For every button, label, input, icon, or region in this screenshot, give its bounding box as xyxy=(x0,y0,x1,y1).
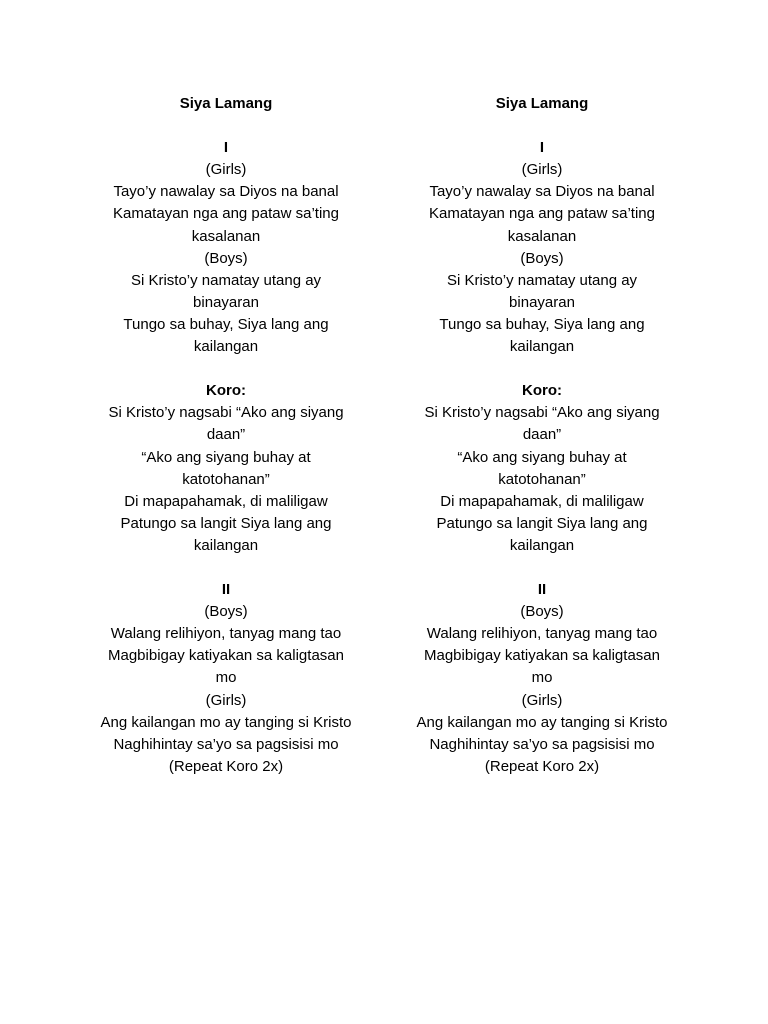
lyric-line: Si Kristo’y namatay utang ay xyxy=(130,271,322,289)
lyric-line: Tayo’y nawalay sa Diyos na banal xyxy=(113,183,339,201)
spacer xyxy=(382,557,702,579)
lyric-line: daan” xyxy=(522,426,562,444)
lyric-line: Si Kristo’y namatay utang ay xyxy=(446,271,638,289)
lyric-line: daan” xyxy=(206,426,246,444)
lyric-line: kasalanan xyxy=(191,227,261,245)
lyric-line: mo xyxy=(531,669,553,687)
lyric-line: Kamatayan nga ang pataw sa’ting xyxy=(429,205,655,223)
lyric-line: kailangan xyxy=(509,536,575,554)
part-label: (Boys) xyxy=(520,603,564,621)
part-label: (Boys) xyxy=(204,249,248,267)
lyric-line: Magbibigay katiyakan sa kaligtasan xyxy=(108,647,344,665)
lyric-line: Naghihintay sa’yo sa pagsisisi mo xyxy=(113,735,339,753)
lyric-line: Walang relihiyon, tanyag mang tao xyxy=(426,625,658,643)
part-label: (Girls) xyxy=(205,161,247,179)
lyric-line: Tungo sa buhay, Siya lang ang xyxy=(123,315,329,333)
lyric-line: Si Kristo’y nagsabi “Ako ang siyang xyxy=(108,404,344,422)
lyric-line: Tungo sa buhay, Siya lang ang xyxy=(439,315,645,333)
lyric-line: “Ako ang siyang buhay at xyxy=(141,448,311,466)
chorus-heading: Koro: xyxy=(522,382,562,400)
lyric-line: Magbibigay katiyakan sa kaligtasan xyxy=(424,647,660,665)
lyric-line: Naghihintay sa’yo sa pagsisisi mo xyxy=(429,735,655,753)
part-label: (Girls) xyxy=(205,691,247,709)
verse-heading: I xyxy=(223,139,229,157)
lyric-line: kasalanan xyxy=(507,227,577,245)
lyric-line: binayaran xyxy=(193,293,259,311)
spacer xyxy=(382,115,702,137)
lyrics-column-left xyxy=(66,93,386,778)
lyric-line: Tayo’y nawalay sa Diyos na banal xyxy=(429,183,655,201)
spacer xyxy=(66,358,386,380)
spacer xyxy=(66,557,386,579)
lyric-line: katotohanan” xyxy=(182,470,270,488)
lyric-line: Ang kailangan mo ay tanging si Kristo xyxy=(416,713,668,731)
spacer xyxy=(66,115,386,137)
chorus-heading: Koro: xyxy=(206,382,246,400)
lyric-line: Di mapapahamak, di maliligaw xyxy=(440,492,644,510)
lyric-line: Patungo sa langit Siya lang ang xyxy=(436,514,648,532)
lyric-line: kailangan xyxy=(193,536,259,554)
part-label: (Boys) xyxy=(204,603,248,621)
spacer xyxy=(382,358,702,380)
lyric-line: binayaran xyxy=(509,293,575,311)
lyric-line: mo xyxy=(215,669,237,687)
lyrics-column-right xyxy=(382,93,702,778)
lyric-line: kailangan xyxy=(509,338,575,356)
lyric-line: Ang kailangan mo ay tanging si Kristo xyxy=(100,713,352,731)
lyric-line: “Ako ang siyang buhay at xyxy=(457,448,627,466)
verse-heading: II xyxy=(537,581,547,599)
lyric-line: Walang relihiyon, tanyag mang tao xyxy=(110,625,342,643)
lyric-line: Si Kristo’y nagsabi “Ako ang siyang xyxy=(424,404,660,422)
lyric-line: katotohanan” xyxy=(498,470,586,488)
song-title: Siya Lamang xyxy=(179,95,273,112)
lyric-line: Di mapapahamak, di maliligaw xyxy=(124,492,328,510)
part-label: (Girls) xyxy=(521,161,563,179)
song-title: Siya Lamang xyxy=(495,95,589,112)
part-label: (Girls) xyxy=(521,691,563,709)
repeat-note: (Repeat Koro 2x) xyxy=(168,757,284,775)
lyric-line: Kamatayan nga ang pataw sa’ting xyxy=(113,205,339,223)
verse-heading: II xyxy=(221,581,231,599)
verse-heading: I xyxy=(539,139,545,157)
lyric-line: kailangan xyxy=(193,338,259,356)
repeat-note: (Repeat Koro 2x) xyxy=(484,757,600,775)
lyric-line: Patungo sa langit Siya lang ang xyxy=(120,514,332,532)
part-label: (Boys) xyxy=(520,249,564,267)
